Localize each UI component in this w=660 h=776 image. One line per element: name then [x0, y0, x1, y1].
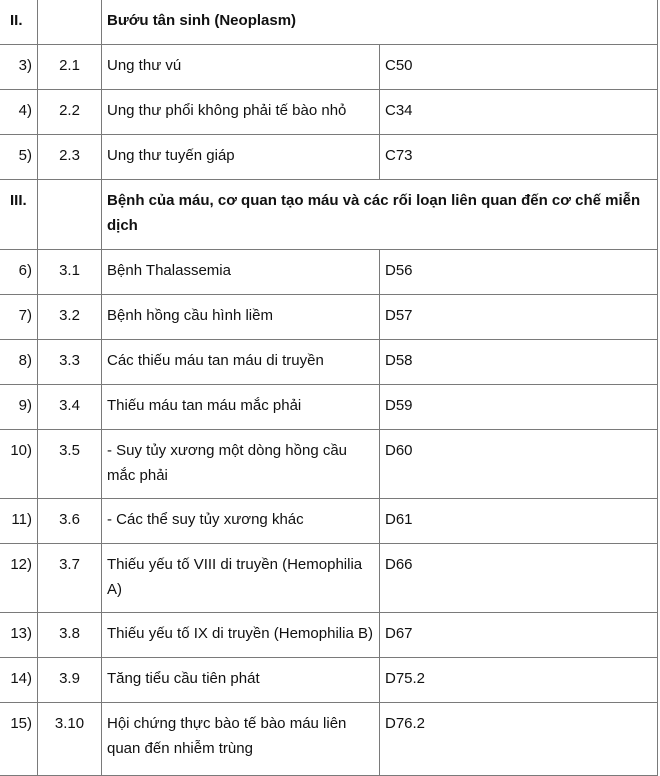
icd-code: D60	[380, 430, 658, 499]
section-title: Bướu tân sinh (Neoplasm)	[102, 0, 658, 45]
table-row	[0, 658, 658, 703]
section-roman: III.	[0, 180, 38, 250]
disease-name: Tăng tiểu cầu tiên phát	[102, 658, 380, 703]
row-index: 13)	[0, 613, 38, 658]
row-index: 15)	[0, 703, 38, 776]
section-header-row	[0, 0, 658, 45]
icd-code: D76.2	[380, 703, 658, 776]
icd-code: D58	[380, 340, 658, 385]
table-row	[0, 250, 658, 295]
icd-code: D61	[380, 499, 658, 544]
section-number-cell	[38, 0, 102, 45]
table-row	[0, 385, 658, 430]
disease-name: Bệnh hồng cầu hình liềm	[102, 295, 380, 340]
disease-name: Thiếu yếu tố VIII di truyền (Hemophilia A)	[102, 544, 380, 613]
icd-code: D56	[380, 250, 658, 295]
table-row	[0, 340, 658, 385]
table-row	[0, 45, 658, 90]
row-number: 2.3	[38, 135, 102, 180]
section-number-cell	[38, 180, 102, 250]
row-index: 8)	[0, 340, 38, 385]
row-number: 3.8	[38, 613, 102, 658]
row-number: 3.9	[38, 658, 102, 703]
row-number: 3.1	[38, 250, 102, 295]
row-number: 3.10	[38, 703, 102, 776]
table-row	[0, 613, 658, 658]
disease-name: - Các thể suy tủy xương khác	[102, 499, 380, 544]
row-index: 3)	[0, 45, 38, 90]
section-header-row	[0, 180, 658, 250]
icd-code: D67	[380, 613, 658, 658]
row-index: 11)	[0, 499, 38, 544]
disease-name: Các thiếu máu tan máu di truyền	[102, 340, 380, 385]
row-number: 3.5	[38, 430, 102, 499]
disease-name: Ung thư phổi không phải tế bào nhỏ	[102, 90, 380, 135]
row-number: 3.3	[38, 340, 102, 385]
disease-name: Thiếu máu tan máu mắc phải	[102, 385, 380, 430]
row-number: 3.7	[38, 544, 102, 613]
section-roman: II.	[0, 0, 38, 45]
table-row	[0, 499, 658, 544]
row-index: 4)	[0, 90, 38, 135]
row-number: 3.6	[38, 499, 102, 544]
row-index: 6)	[0, 250, 38, 295]
disease-name: Bệnh Thalassemia	[102, 250, 380, 295]
table-row	[0, 135, 658, 180]
disease-name: Thiếu yếu tố IX di truyền (Hemophilia B)	[102, 613, 380, 658]
disease-name: Ung thư tuyến giáp	[102, 135, 380, 180]
row-number: 3.4	[38, 385, 102, 430]
row-index: 7)	[0, 295, 38, 340]
table-row	[0, 703, 658, 776]
section-title: Bệnh của máu, cơ quan tạo máu và các rối loạn liên quan đến cơ chế miễn dịch	[102, 180, 658, 250]
table-row	[0, 90, 658, 135]
table-row	[0, 295, 658, 340]
disease-name: Hội chứng thực bào tế bào máu liên quan đến nhiễm trùng	[102, 703, 380, 776]
disease-name: Ung thư vú	[102, 45, 380, 90]
icd-code: C34	[380, 90, 658, 135]
row-number: 3.2	[38, 295, 102, 340]
icd-code: D59	[380, 385, 658, 430]
table-row	[0, 430, 658, 499]
icd-code: D57	[380, 295, 658, 340]
icd-code: D75.2	[380, 658, 658, 703]
icd-code: C50	[380, 45, 658, 90]
disease-name: - Suy tủy xương một dòng hồng cầu mắc phải	[102, 430, 380, 499]
row-index: 5)	[0, 135, 38, 180]
row-number: 2.1	[38, 45, 102, 90]
row-number: 2.2	[38, 90, 102, 135]
row-index: 9)	[0, 385, 38, 430]
table-row	[0, 544, 658, 613]
icd-code: D66	[380, 544, 658, 613]
row-index: 12)	[0, 544, 38, 613]
icd-code: C73	[380, 135, 658, 180]
row-index: 14)	[0, 658, 38, 703]
row-index: 10)	[0, 430, 38, 499]
